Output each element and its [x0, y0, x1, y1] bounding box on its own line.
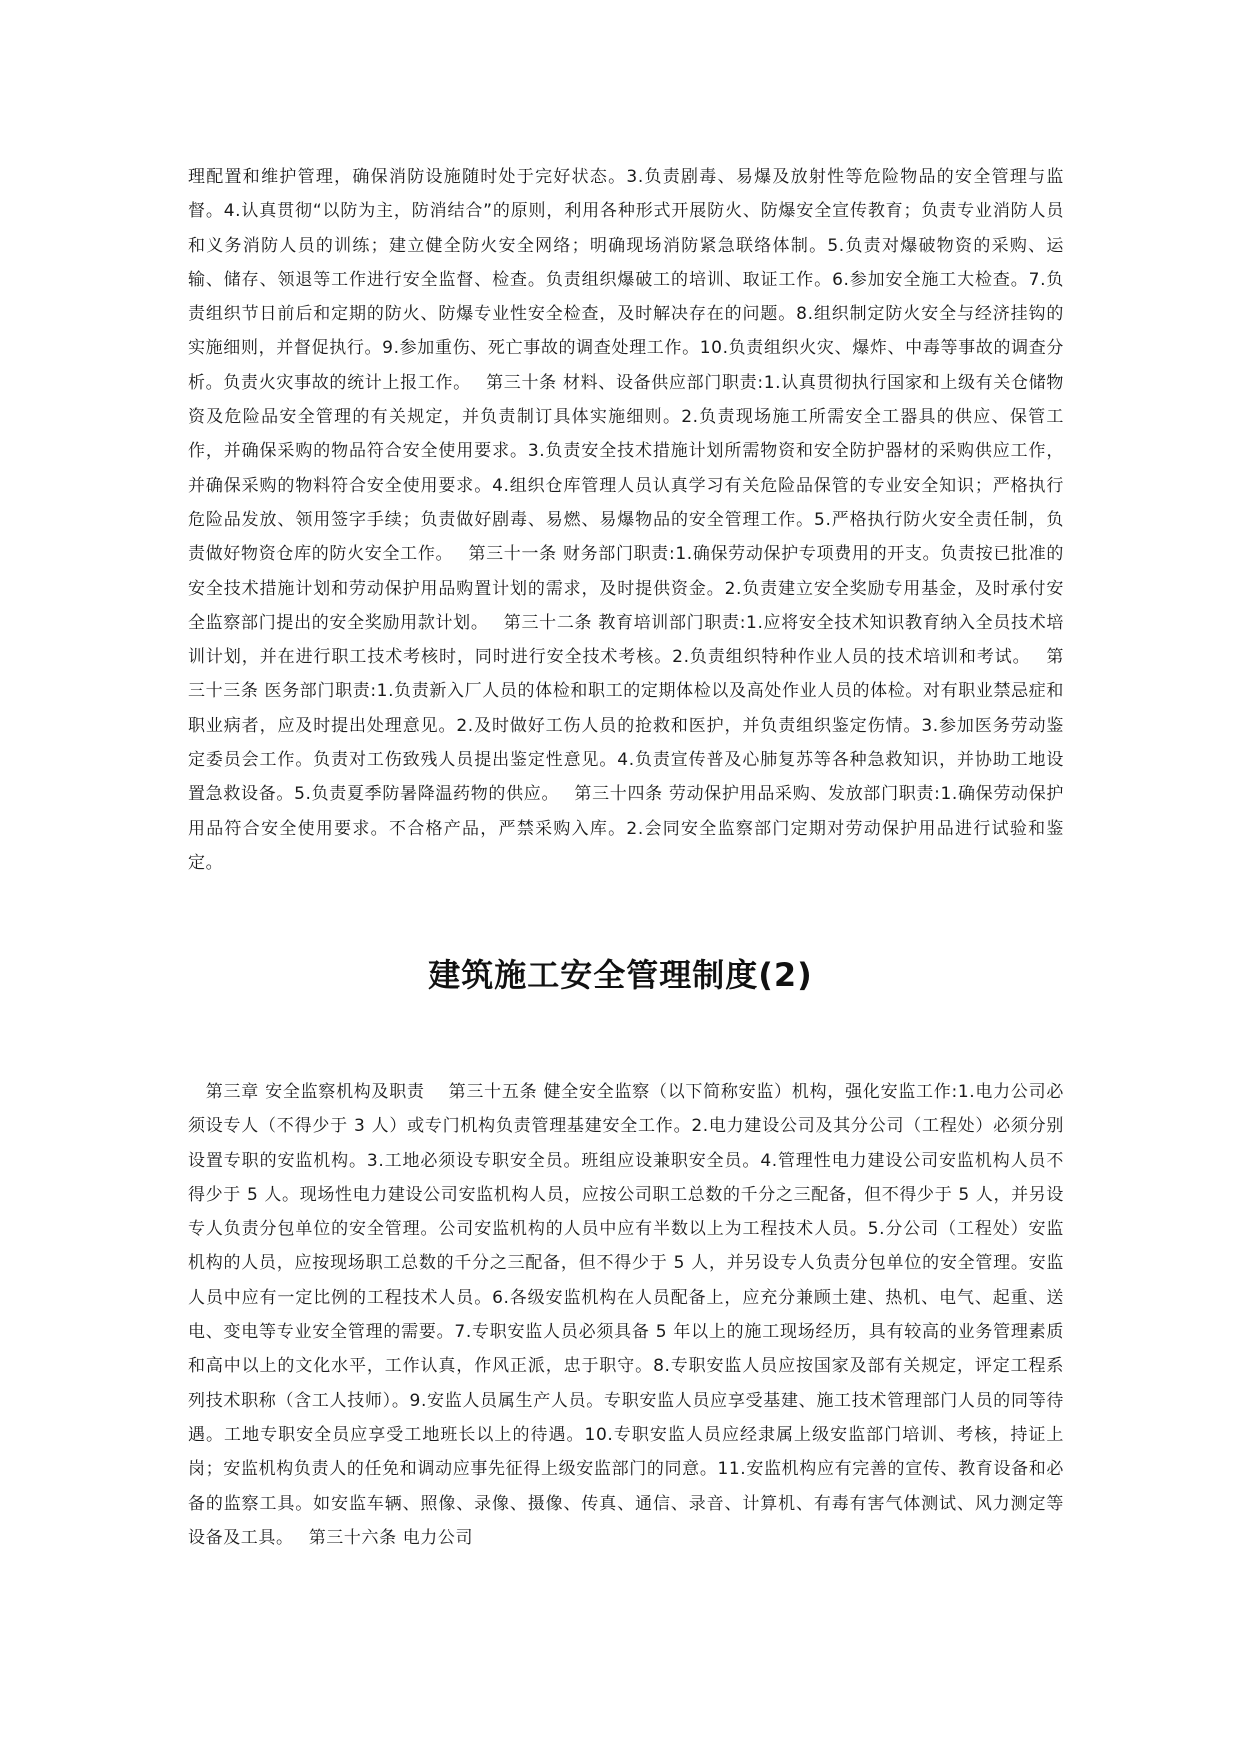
body-paragraph-lower: 第三章 安全监察机构及职责 第三十五条 健全安全监察（以下简称安监）机构，强化安监工作:1.电力公司必须设专人（不得少于 3 人）或专门机构负责管理基建安全工作。2.电力建设公司及其分公司（工程处）必须分别设置专职的安监机构。3.工地必须设专职安全员。班组应设兼职安全员。4.管理性电力建设公司安监机构人员不得少于 5 人。现场性电力建设公司安监机构人员，应按公司职工总数的千分之三配备，但不得少于 5 人，并另设专人负责分包单位的安全管理。公司安监机构的人员中应有半数以上为工程技术人员。5.分公司（工程处）安监机构的人员，应按现场职工总数的千分之三配备，但不得少于 5 人，并另设专人负责分包单位的安全管理。安监人员中应有一定比例的工程技术人员。6.各级安监机构在人员配备上，应充分兼顾土建、热机、电气、起重、送电、变电等专业安全管理的需要。7.专职安监人员必须具备 5 年以上的施工现场经历，具有较高的业务管理素质和高中以上的文化水平，工作认真，作风正派，忠于职守。8.专职安监人员应按国家及部有关规定，评定工程系列技术职称（含工人技师）。9.安监人员属生产人员。专职安监人员应享受基建、施工技术管理部门人员的同等待遇。工地专职安全员应享受工地班长以上的待遇。10.专职安监人员应经隶属上级安监部门培训、考核，持证上岗；安监机构负责人的任免和调动应事先征得上级安监部门的同意。11.安监机构应有完善的宣传、教育设备和必备的监察工具。如安监车辆、照像、录像、摄像、传真、通信、录音、计算机、有毒有害气体测试、风力测定等设备及工具。 第三十六条 电力公司: [188, 1082, 1064, 1548]
body-paragraph-upper: 理配置和维护管理，确保消防设施随时处于完好状态。3.负责剧毒、易爆及放射性等危险物品的安全管理与监督。4.认真贯彻“以防为主，防消结合”的原则，利用各种形式开展防火、防爆安全宣传教育；负责专业消防人员和义务消防人员的训练；建立健全防火安全网络；明确现场消防紧急联络体制。5.负责对爆破物资的采购、运输、储存、领退等工作进行安全监督、检查。负责组织爆破工的培训、取证工作。6.参加安全施工大检查。7.负责组织节日前后和定期的防火、防爆专业性安全检查，及时解决存在的问题。8.组织制定防火安全与经济挂钩的实施细则，并督促执行。9.参加重伤、死亡事故的调查处理工作。10.负责组织火灾、爆炸、中毒等事故的调查分析。负责火灾事故的统计上报工作。 第三十条 材料、设备供应部门职责:1.认真贯彻执行国家和上级有关仓储物资及危险品安全管理的有关规定，并负责制订具体实施细则。2.负责现场施工所需安全工器具的供应、保管工作，并确保采购的物品符合安全使用要求。3.负责安全技术措施计划所需物资和安全防护器材的采购供应工作，并确保采购的物料符合安全使用要求。4.组织仓库管理人员认真学习有关危险品保管的专业安全知识；严格执行危险品发放、领用签字手续；负责做好剧毒、易燃、易爆物品的安全管理工作。5.严格执行防火安全责任制，负责做好物资仓库的防火安全工作。 第三十一条 财务部门职责:1.确保劳动保护专项费用的开支。负责按已批准的安全技术措施计划和劳动保护用品购置计划的需求，及时提供资金。2.负责建立安全奖励专用基金，及时承付安全监察部门提出的安全奖励用款计划。 第三十二条 教育培训部门职责:1.应将安全技术知识教育纳入全员技术培训计划，并在进行职工技术考核时，同时进行安全技术考核。2.负责组织特种作业人员的技术培训和考试。 第三十三条 医务部门职责:1.负责新入厂人员的体检和职工的定期体检以及高处作业人员的体检。对有职业禁忌症和职业病者，应及时提出处理意见。2.及时做好工伤人员的抢救和医护，并负责组织鉴定伤情。3.参加医务劳动鉴定委员会工作。负责对工伤致残人员提出鉴定性意见。4.负责宣传普及心肺复苏等各种急救知识，并协助工地设置急救设备。5.负责夏季防暑降温药物的供应。 第三十四条 劳动保护用品采购、发放部门职责:1.确保劳动保护用品符合安全使用要求。不合格产品，严禁采购入库。2.会同安全监察部门定期对劳动保护用品进行试验和鉴定。: [188, 167, 1064, 873]
document-title: 建筑施工安全管理制度(2): [428, 956, 813, 994]
